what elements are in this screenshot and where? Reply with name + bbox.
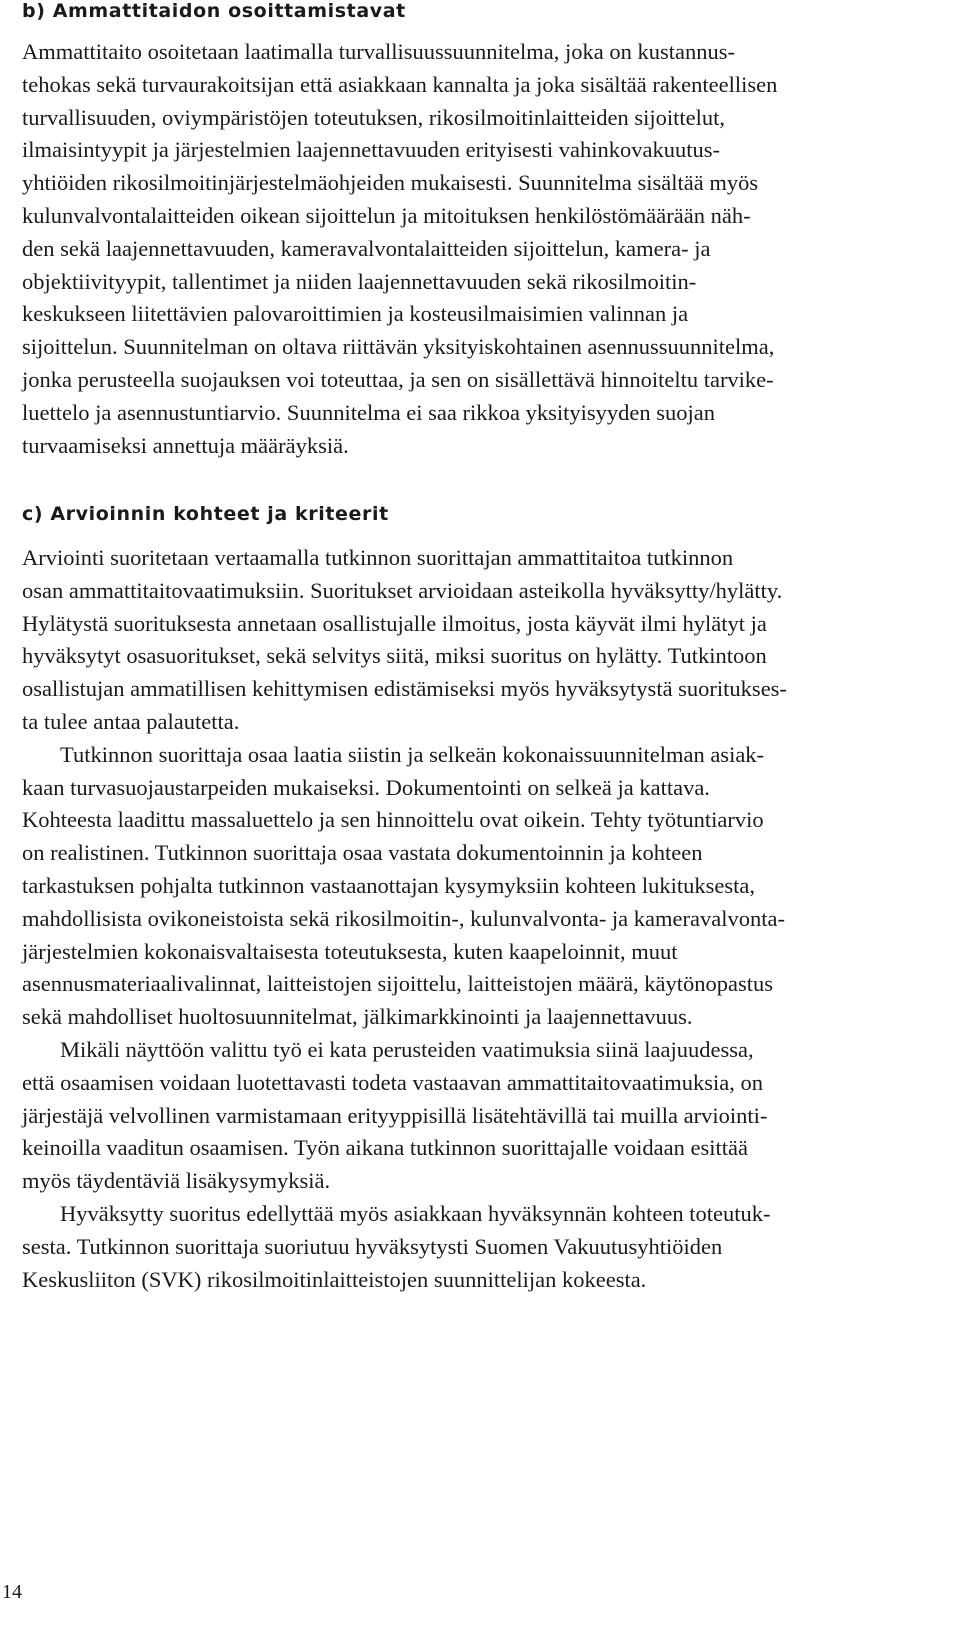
text-line: että osaamisen voidaan luotettavasti todeta vastaavan ammattitaitovaatimuksia, on xyxy=(22,1069,764,1095)
text-line: sijoittelun. Suunnitelman on oltava riittävän yksityiskohtainen asennussuunnitelma, xyxy=(22,334,775,360)
paragraph-first-line: Mikäli näyttöön valittu työ ei kata perusteiden vaatimuksia siinä laajuudessa, xyxy=(60,1036,754,1062)
paragraph-first-line: Hyväksytty suoritus edellyttää myös asiakkaan hyväksynnän kohteen toteutuk- xyxy=(60,1200,771,1226)
text-line: kaan turvasuojaustarpeiden mukaiseksi. Dokumentointi on selkeä ja kattava. xyxy=(22,774,710,800)
text-line: Kohteesta laadittu massaluettelo ja sen hinnoittelu ovat oikein. Tehty työtuntiarvio xyxy=(22,807,764,833)
text-line: turvaamiseksi annettuja määräyksiä. xyxy=(22,432,349,458)
text-line: osallistujan ammatillisen kehittymisen edistämiseksi myös hyväksytystä suoritukses- xyxy=(22,676,787,702)
text-line: järjestelmien kokonaisvaltaisesta toteutuksesta, kuten kaapeloinnit, muut xyxy=(22,938,678,964)
text-line: kulunvalvontalaitteiden oikean sijoittelun ja mitoituksen henkilöstömäärään näh- xyxy=(22,202,751,228)
section-b-paragraph xyxy=(22,36,942,462)
text-line: objektiivityypit, tallentimet ja niiden laajennettavuuden sekä rikosilmoitin- xyxy=(22,268,697,294)
text-line: myös täydentäviä lisäkysymyksiä. xyxy=(22,1168,331,1194)
text-line: Ammattitaito osoitetaan laatimalla turvallisuussuunnitelma, joka on kustannus- xyxy=(22,39,735,64)
text-line: den sekä laajennettavuuden, kameravalvontalaitteiden sijoittelun, kamera- ja xyxy=(22,235,711,261)
text-line: ilmaisintyypit ja järjestelmien laajennettavuuden erityisesti vahinkovakuutus- xyxy=(22,137,720,163)
text-line: osan ammattitaitovaatimuksiin. Suoritukset arvioidaan asteikolla hyväksytty/hylätty. xyxy=(22,577,783,603)
paragraph-first-line: Tutkinnon suorittaja osaa laatia siistin ja selkeän kokonaissuunnitelman asiak- xyxy=(60,741,765,767)
text-line: ta tulee antaa palautetta. xyxy=(22,708,240,734)
text-line: keskukseen liitettävien palovaroittimien ja kosteusilmaisimien valinnan ja xyxy=(22,301,689,327)
section-b-heading: b) Ammattitaidon osoittamistavat xyxy=(22,0,406,22)
text-line: mahdollisista ovikoneistoista sekä rikosilmoitin-, kulunvalvonta- ja kameravalvonta- xyxy=(22,905,785,931)
text-line: Arviointi suoritetaan vertaamalla tutkinnon suorittajan ammattitaitoa tutkinnon xyxy=(22,545,734,570)
text-line: hyväksytyt osasuoritukset, sekä selvitys siitä, miksi suoritus on hylätty. Tutkintoon xyxy=(22,643,767,669)
text-line: Keskusliiton (SVK) rikosilmoitinlaitteistojen suunnittelijan kokeesta. xyxy=(22,1266,647,1292)
section-c-paragraphs xyxy=(22,542,942,1296)
text-line: Hylätystä suorituksesta annetaan osallistujalle ilmoitus, josta käyvät ilmi hylätyt ja xyxy=(22,610,767,636)
text-line: sekä mahdolliset huoltosuunnitelmat, jälkimarkkinointi ja laajennettavuus. xyxy=(22,1004,693,1030)
text-line: asennusmateriaalivalinnat, laitteistojen sijoittelu, laitteistojen määrä, käytönopastus xyxy=(22,971,774,997)
text-line: sesta. Tutkinnon suorittaja suoriutuu hyväksytysti Suomen Vakuutusyhtiöiden xyxy=(22,1233,723,1259)
text-line: yhtiöiden rikosilmoitinjärjestelmäohjeiden mukaisesti. Suunnitelma sisältää myös xyxy=(22,170,759,196)
text-line: keinoilla vaaditun osaamisen. Työn aikana tutkinnon suorittajalle voidaan esittää xyxy=(22,1135,748,1161)
text-line: on realistinen. Tutkinnon suorittaja osaa vastata dokumentoinnin ja kohteen xyxy=(22,840,703,866)
section-c-heading: c) Arvioinnin kohteet ja kriteerit xyxy=(22,503,389,525)
text-line: tehokas sekä turvaurakoitsijan että asiakkaan kannalta ja joka sisältää rakenteellisen xyxy=(22,71,778,97)
text-line: tarkastuksen pohjalta tutkinnon vastaanottajan kysymyksiin kohteen lukituksesta, xyxy=(22,872,755,898)
text-line: järjestäjä velvollinen varmistamaan erityyppisillä lisätehtävillä tai muilla arviointi- xyxy=(22,1102,768,1128)
text-line: luettelo ja asennustuntiarvio. Suunnitelma ei saa rikkoa yksityisyyden suojan xyxy=(22,399,715,425)
page-number: 14 xyxy=(2,1581,22,1603)
text-line: turvallisuuden, oviympäristöjen toteutuksen, rikosilmoitinlaitteiden sijoittelut, xyxy=(22,104,726,130)
text-line: jonka perusteella suojauksen voi toteuttaa, ja sen on sisällettävä hinnoiteltu tarvike- xyxy=(22,366,774,392)
